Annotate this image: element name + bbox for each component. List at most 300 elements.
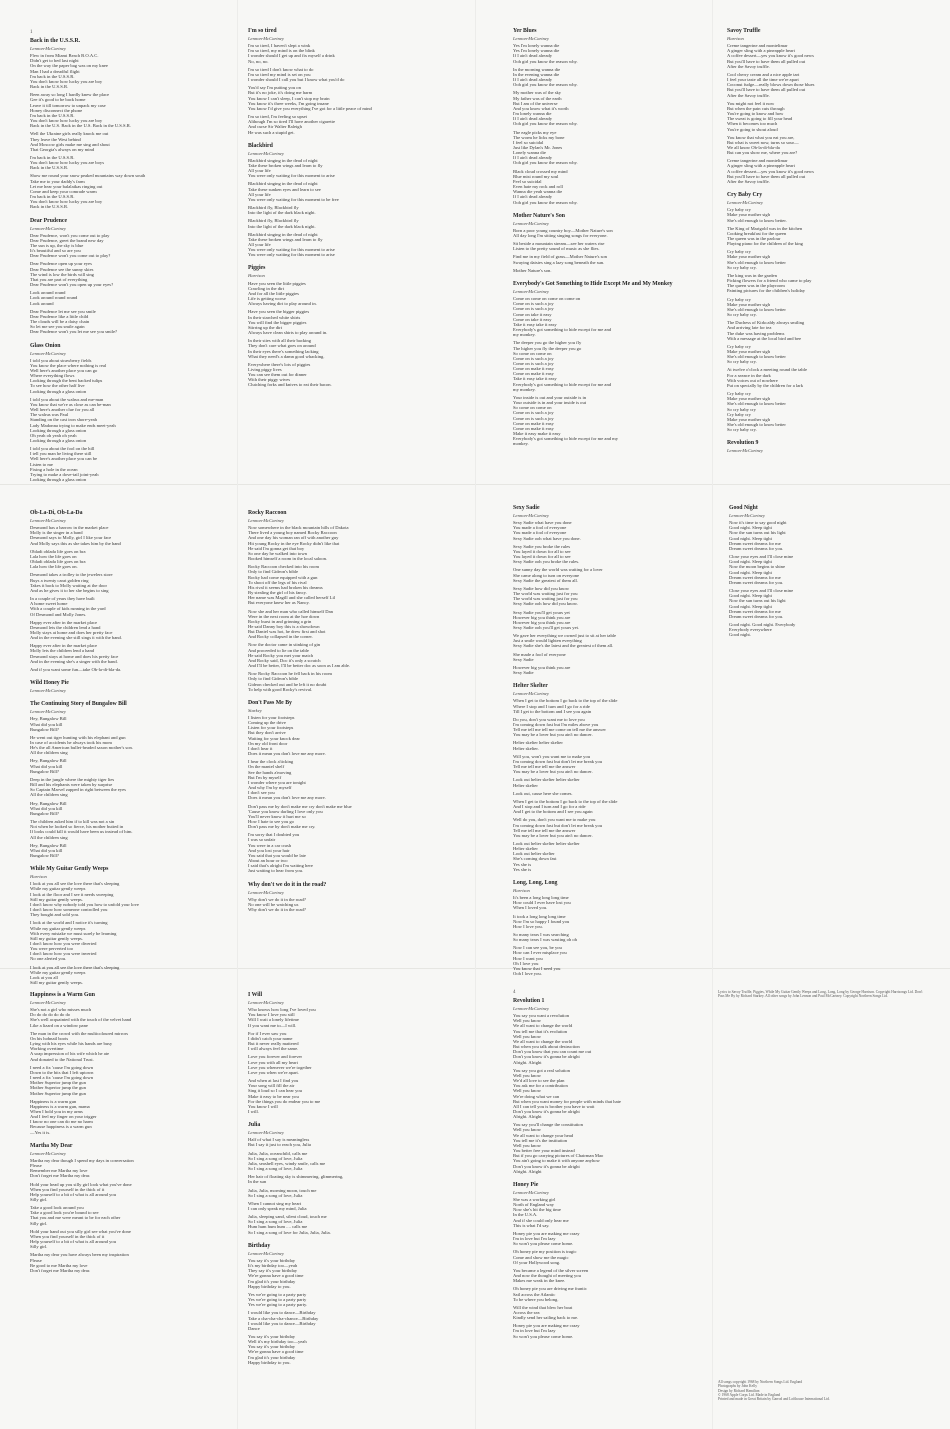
lyric-line: Yes she is	[513, 866, 532, 872]
lyric-line: Take a cha-cha-cha-chance—Birthday	[248, 1315, 319, 1321]
lyric-line: Honey disconnect the phone	[30, 107, 83, 113]
lyric-line: But it never really mattered	[248, 1041, 299, 1047]
lyric-line: Good night. Sleep tight	[729, 569, 772, 575]
lyric-line: The sweat is going to fill your head	[727, 116, 793, 122]
lyric-line: Sexy Sadie ooh you'll get yours yet.	[513, 624, 580, 630]
lyric-line: Dear Prudence won't you come out to play?	[30, 253, 111, 259]
lyric-line: I look at the floor and I see it needs sweeping	[30, 891, 114, 897]
lyric-line: Sexy Sadie	[513, 670, 534, 676]
lyric-line: And one day his woman ran off with another guy	[248, 535, 339, 541]
lyric-line: Take a good look around you	[30, 1205, 84, 1211]
lyric-line: Because happiness is a warm gun	[30, 1124, 92, 1130]
lyric-line: I'm back in the U.S.S.R.	[30, 194, 75, 200]
lyric-line: And I'll be better, I'll be better doc as soon as I am able.	[248, 663, 351, 669]
lyric-line: Well the Ukraine girls really knock me out	[30, 131, 109, 137]
song-lyrics	[513, 880, 713, 976]
lyric-line: Well you know	[513, 1072, 541, 1078]
songwriter-credit: Harrison	[248, 273, 265, 279]
lyric-line: Just waiting to hear from you.	[248, 868, 304, 874]
lyric-line: Bungalow Bill?	[30, 726, 59, 732]
lyric-line: I can only speak my mind, Julia	[248, 1206, 307, 1211]
lyric-line: Why don't we do it in the road?	[248, 896, 306, 902]
lyric-line: I'm back in the U.S.S.R.	[30, 154, 75, 160]
lyric-line: I'm back in the U.S.S.R.	[30, 73, 75, 79]
lyric-line: Blackbird fly, Blackbird fly	[248, 205, 299, 211]
lyric-line: But you'll have to have them all pulled out	[727, 87, 806, 93]
lyric-line: So won't you please come home.	[513, 1333, 574, 1339]
lyric-line: Just a smile would lighten everything	[513, 638, 582, 644]
songwriter-credit: Lennon-McCartney	[248, 150, 284, 156]
lyric-line: Half of what I say is meaningless	[248, 1137, 310, 1143]
lyric-line: If I ain't dead already	[513, 53, 553, 59]
lyric-line: A soap impression of his wife which he ate	[30, 1051, 110, 1057]
lyric-line: About an hour or two	[248, 858, 288, 864]
songwriter-credit: Lennon-McCartney	[30, 46, 66, 51]
lyric-line: Come on make it easy	[513, 420, 554, 426]
lyric-line: I hear the clock a'ticking	[248, 759, 294, 765]
song-lyrics	[248, 882, 448, 913]
lyric-line: Dear Prudence open up your eyes	[30, 261, 92, 267]
lyric-line: You say it's your birthday	[248, 1333, 296, 1339]
lyric-line: Buys a twenty carat golden ring	[30, 577, 89, 583]
lyric-line: So Captain Marvel zapped in right between the eyes	[30, 787, 126, 793]
lyric-line: Coconut fudge—really blows down those blues	[727, 82, 815, 88]
lyric-line: Living piggy lives	[248, 366, 282, 372]
lyric-line: Hold your head up you silly girl look what you've done	[30, 1181, 132, 1187]
lyric-line: Remember me Martha my love	[30, 1168, 88, 1174]
lyric-line: Close your eyes and I'll close mine	[729, 588, 794, 594]
lyric-line: He said Rocky you met your match	[248, 652, 314, 658]
lyric-line: We all want to change the world	[513, 1038, 573, 1044]
lyric-line: In the sun	[248, 1179, 267, 1185]
lyric-line: But what is sweet now, turns so sour—	[727, 139, 799, 145]
lyric-line: I will.	[248, 1108, 259, 1114]
songwriter-credit: Lennon-McCartney	[30, 688, 66, 694]
lyric-line: Don't pass me by don't make me cry don't make me blue	[248, 803, 352, 809]
song-lyrics	[30, 510, 230, 672]
lyric-line: When I hold you in my arms	[30, 1108, 83, 1114]
lyric-line: Now somewhere in the black mountain hills of Dakota	[248, 525, 349, 531]
lyric-line: So I sing a song of love, Julia	[248, 1192, 303, 1198]
lyric-line: I don't know how you were diverted	[30, 941, 97, 946]
lyric-line: I told you about the fool on the hill	[30, 446, 95, 452]
lyric-line: And curse Sir Walter Raleigh	[248, 124, 302, 130]
lyric-line: Looking through a glass onion	[30, 477, 87, 483]
lyric-line: You tell me that it's evolution	[513, 1028, 568, 1034]
lyric-line: Take a good look you're bound to see	[30, 1210, 99, 1216]
songwriter-credit: Lennon-McCartney	[30, 1150, 66, 1156]
lyric-line: Back in the U.S.S.R.	[30, 165, 69, 171]
lyric-line: I told you about the walrus and me-man	[30, 396, 104, 402]
lyric-line: The walrus was Paul	[30, 412, 69, 418]
lyric-line: In their starched white shirts	[248, 314, 301, 320]
lyric-line: Dear Prudence won't you let me see you smile?	[30, 329, 118, 335]
lyric-line: But I say it just to reach you, Julia	[248, 1142, 311, 1148]
lyric-line: In a couple of years they have built	[30, 596, 95, 602]
lyric-line: Now she and her man who called himself Dan	[248, 608, 333, 614]
lyric-line: Sexy Sadie what have you done	[513, 520, 572, 526]
lyric-line: Honey pie you are making me crazy	[513, 1230, 580, 1236]
lyric-line: Close your eyes and I'll close mine	[729, 554, 794, 560]
song-lyrics	[30, 218, 230, 335]
lyric-line: Dear Prudence let me see you smile	[30, 308, 96, 314]
lyric-line: So won't you please come home.	[513, 1241, 574, 1247]
lyric-line: All your life	[248, 191, 271, 197]
lyric-line: Come on make it easy	[513, 366, 554, 372]
lyric-line: Back in the U.S.S.R.	[30, 84, 69, 90]
song-title: Revolution 9	[727, 440, 759, 447]
lyric-line: Well you know	[513, 1088, 541, 1094]
lyric-line: She's old enough to know better	[727, 306, 786, 312]
lyric-line: Listen to me	[30, 461, 53, 467]
lyric-line: Make it easy make it easy	[513, 431, 561, 436]
page-number: 4	[513, 990, 516, 995]
lyric-line: He was such a stupid get.	[248, 129, 295, 135]
lyric-line: What did you kill	[30, 805, 63, 811]
lyric-line: With every mistake we must surely be learning	[30, 930, 117, 936]
lyric-line: Take it easy take it easy	[513, 321, 557, 327]
songwriter-credit: Lennon-McCartney	[513, 288, 549, 294]
lyric-line: All I can tell you is brother you have to wait	[513, 1103, 595, 1109]
lyric-line: Yes she is	[513, 861, 532, 867]
lyric-line: And you lost your hair	[248, 847, 290, 853]
lyric-line: Make your mother sigh	[727, 416, 770, 422]
lyric-line: I'm so tired my mind is set on you	[248, 71, 311, 77]
lyric-line: All the children sing	[30, 834, 68, 840]
lyric-line: How could I ever have lost you	[513, 900, 571, 906]
lyric-line: You'll never know it hurt me so	[248, 813, 306, 819]
lyrics-column	[513, 505, 713, 977]
lyric-line: Well it's my birthday too—yeah	[248, 1339, 307, 1345]
lyric-line: So many tears I was searching	[513, 932, 569, 937]
song-lyrics	[248, 992, 448, 1114]
lyric-line: So one day he walked into town	[248, 550, 307, 556]
lyric-line: To help with good Rocky's revival.	[248, 686, 313, 692]
lyric-line: I'm so tired, I haven't slept a wink	[248, 43, 311, 49]
lyric-line: Black cloud crossed my mind	[513, 168, 568, 174]
lyric-line: I don't see you	[248, 790, 275, 796]
lyric-line: I don't hear it	[248, 745, 273, 751]
lyric-line: I'm so tired, I'm feeling so upset	[248, 114, 307, 120]
lyric-line: my monkey.	[513, 332, 536, 338]
lyric-line: We gave her everything we owned just to sit at her table	[513, 633, 617, 639]
lyric-line: You know I will	[248, 1103, 278, 1109]
lyric-line: Hey, Bungalow Bill	[30, 842, 67, 848]
lyric-line: Make your mother sigh	[727, 212, 770, 218]
lyric-line: It's been a long long long time	[513, 895, 569, 901]
lyric-line: Not when he looked so fierce, his mother butted in	[30, 824, 124, 830]
songwriter-credit: Lennon-McCartney	[727, 200, 763, 206]
lyric-line: Across the sea	[513, 1309, 540, 1315]
songwriter-credit: Lennon-McCartney	[30, 225, 66, 231]
lyric-line: For a seance in the dark	[727, 372, 771, 378]
lyric-line: I would like you to dance—Birthday	[248, 1310, 316, 1316]
lyric-line: You were only waiting for this moment to arise	[248, 247, 335, 253]
lyric-line: Good night. Sleep tight	[729, 525, 772, 531]
lyric-line: He said I'm gonna get that boy	[248, 545, 305, 551]
lyric-line: The queen was in the playroom	[727, 283, 785, 289]
lyric-line: And for all the little piggies	[248, 290, 299, 296]
lyric-line: Molly lets the children lend a hand	[30, 648, 95, 654]
lyric-line: All your life	[248, 168, 271, 174]
lyric-line: I'm glad it's your birthday	[248, 1354, 296, 1360]
lyric-line: But everyone knew her as Nancy.	[248, 600, 310, 606]
lyric-line: Come on is such a joy	[513, 360, 554, 366]
lyric-line: So cry baby cry.	[727, 427, 757, 433]
lyric-line: However big you think you are	[513, 664, 571, 670]
lyric-line: Lala how the life goes on.	[30, 564, 78, 570]
song-lyrics	[30, 343, 230, 483]
lyric-line: Sexy Sadie ooh you broke the rules.	[513, 559, 580, 565]
lyric-line: A ginger sling with a pineapple heart	[727, 48, 795, 54]
lyric-line: After the Savoy truffle.	[727, 178, 770, 184]
lyric-line: Picking flowers for a friend who came to play	[727, 278, 812, 284]
lyric-line: Only to find Gideon's bible	[248, 569, 299, 575]
lyric-line: Come on take it easy	[513, 316, 552, 322]
lyric-line: Sexy Sadie you'll get yours yet	[513, 609, 570, 615]
songwriter-credit: Lennon-McCartney	[513, 1189, 549, 1195]
lyric-line: In the morning wanna die	[513, 66, 561, 72]
lyric-line: Fixing a hole in the ocean	[30, 466, 78, 472]
songwriter-credit: Lennon-McCartney	[248, 1130, 284, 1136]
lyric-line: Even hate my rock and roll	[513, 184, 563, 190]
lyric-line: You were only waiting for this moment to be free	[248, 196, 339, 202]
lyric-line: Desmond says to Molly, girl I like your face	[30, 535, 112, 541]
lyric-line: You know that what you eat you are,	[727, 134, 795, 140]
lyric-line: You know I can't sleep, I can't stop my brain	[248, 95, 330, 101]
lyrics-column	[248, 992, 448, 1422]
lyric-line: Helter skelter helter skelter	[513, 740, 563, 746]
lyric-line: I wonder where you are tonight	[248, 779, 306, 785]
lyric-line: Now the sun turns out his light	[729, 530, 786, 536]
lyric-line: Rocky had come equipped with a gun	[248, 574, 318, 580]
lyric-line: The higher you fly the deeper you go	[513, 345, 582, 351]
lyric-line: Cry baby cry	[727, 207, 751, 213]
lyric-line: She's old enough to know better	[727, 259, 786, 265]
lyric-line: Julia, Julia, oceanchild, calls me	[248, 1150, 308, 1156]
lyric-line: How I want you	[513, 955, 543, 961]
lyric-line: You don't know how lucky you are boy	[30, 118, 103, 124]
lyric-line: Flew in from Miami Beach B.O.A.C.	[30, 53, 99, 59]
song-title: Happiness is a Warm Gun	[30, 992, 95, 998]
credits-note: Lyrics to Savoy Truffle, Piggies, While My Guitar Gently Weeps and Long, Long, Long by George Harrison. Copyright Harrisongs Ltd. Don't Pass Me By by Richard Starkey. All other songs by John Lennon and Paul McCartney. Copyright Northern Songs Ltd.	[718, 990, 923, 999]
songwriter-credit: Lennon-McCartney	[513, 691, 549, 697]
lyric-line: She's old enough to know better	[727, 422, 786, 427]
lyric-line: But they don't arrive	[248, 730, 286, 736]
lyric-line: Mother Superior jump the gun	[30, 1090, 86, 1096]
lyric-line: And I get to the bottom and I see you again	[513, 809, 593, 815]
lyric-line: Silly girl.	[30, 1220, 48, 1226]
lyric-line: You don't know how lucky you are boys	[30, 160, 104, 166]
song-lyrics	[30, 992, 230, 1135]
lyric-line: I was so unfair	[248, 837, 276, 843]
lyric-line: Your song will fill the air	[248, 1083, 295, 1089]
lyric-line: And I stop and I turn and I go for a ride	[513, 804, 586, 810]
lyric-line: Always have clean shirts to play around in.	[248, 330, 328, 336]
lyric-line: Who knows how long I've loved you	[248, 1007, 316, 1013]
lyric-line: You'd say I'm putting you on	[248, 85, 301, 91]
lyric-line: Alright. Alright	[513, 1059, 542, 1065]
lyric-line: Happy birthday to you.	[248, 1283, 291, 1289]
lyric-line: Cry baby cry	[727, 391, 751, 397]
lyric-line: Good night. Sleep tight	[729, 535, 772, 541]
lyric-line: Blue mist round my soul	[513, 173, 559, 179]
lyric-line: In case of accidents he always took his mom	[30, 740, 112, 745]
lyric-line: You say you want a revolution	[513, 1013, 570, 1019]
lyric-line: Look around round round	[30, 295, 78, 301]
lyric-line: When I cannot sing my heart	[248, 1200, 302, 1206]
lyric-line: What did you kill	[30, 847, 63, 853]
lyric-line: Sexy Sadie she's the latest and the greatest of them all.	[513, 643, 614, 649]
lyric-line: Don't you know that you can count me out	[513, 1049, 592, 1055]
lyric-line: Everybody's got something to hide except for me and	[513, 327, 612, 333]
lyric-line: All your life	[248, 242, 271, 247]
lyric-line: We all want to change your head	[513, 1132, 574, 1138]
lyric-line: 'Cause you know darling I love only you	[248, 808, 323, 814]
lyric-line: Sit beside a mountain stream—see her waters rise	[513, 241, 605, 247]
lyric-line: Only to find Gideon's bible	[248, 676, 299, 682]
lyric-line: In the evening wanna die	[513, 71, 560, 77]
lyric-line: This is what I'd say.	[513, 1222, 550, 1228]
lyric-line: Come on is such a joy	[513, 306, 554, 312]
lyric-line: Come and keep your comrade warm	[30, 188, 97, 194]
lyric-line: She's not a girl who misses much	[30, 1007, 92, 1013]
lyric-line: Still my guitar gently weeps.	[30, 980, 83, 986]
lyric-line: Blackbird singing in the dead of night	[248, 181, 318, 187]
lyric-line: Do you, don't you want me to love you	[513, 716, 585, 722]
lyric-line: With their piggy wives	[248, 377, 291, 383]
song-lyrics	[30, 680, 230, 693]
lyric-line: When I get to the bottom I go back to the top of the slide	[513, 698, 618, 704]
lyric-line: You said that you would be late	[248, 852, 306, 858]
lyric-line: What did you kill	[30, 721, 63, 727]
lyric-line: Creme tangerine and montelimar	[727, 43, 788, 49]
lyric-line: Obladi oblada life goes on bra	[30, 548, 86, 554]
song-title: While My Guitar Gently Weeps	[30, 866, 109, 873]
lyric-line: Love you forever and forever	[248, 1054, 303, 1060]
copyright-note: All songs copyright 1968 by Northern Songs Ltd. England Photographs by John Kelly Design by Richard Hamilton © 1968 Apple Corps Ltd. Made in England Printed and made in Great Britain by Garrod and Lofthouse International Ltd.	[718, 1380, 830, 1402]
lyric-line: Look out helter skelter helter skelter	[513, 840, 580, 846]
song-title: Honey Pie	[513, 1181, 539, 1188]
lyric-line: Look at you all	[30, 974, 58, 980]
lyric-line: Sexy Sadie the greatest of them all.	[513, 577, 578, 583]
lyric-line: Come on is such a joy	[513, 410, 554, 416]
lyric-line: Well here's another clue for you all	[30, 407, 95, 413]
lyric-line: Please	[30, 1257, 42, 1263]
lyric-line: Yes we're going to a party party	[248, 1297, 307, 1303]
lyric-line: Ooh I love you.	[513, 971, 542, 977]
lyric-line: Where everything flows	[30, 373, 75, 379]
lyric-line: Rocky burst in and grinning a grin	[248, 618, 312, 624]
lyric-line: She's old enough to know better	[727, 401, 786, 407]
lyric-line: Ooh girl you know the reason why.	[513, 82, 578, 88]
song-title: Glass Onion	[30, 342, 61, 349]
lyric-line: You don't know how lucky you are boy	[30, 78, 103, 84]
lyric-line: So come on come on	[513, 350, 552, 356]
lyric-line: Put on specially by the children for a lark	[727, 382, 804, 388]
lyric-line: Like a lizard on a window pane	[30, 1022, 88, 1028]
lyric-line: Do do do do do do do	[30, 1012, 71, 1018]
lyric-line: When I loved you.	[513, 905, 548, 911]
lyric-line: Does it mean you don't love me any more.	[248, 795, 326, 801]
lyric-line: Love you when we're apart.	[248, 1069, 299, 1075]
lyric-line: Blackbird singing in the dead of night	[248, 231, 318, 237]
lyric-line: Good night. Sleep tight	[729, 593, 772, 599]
lyric-line: I'm back in the U.S.S.R.	[30, 112, 75, 118]
lyric-line: When I get to the bottom I go back to the top of the slide	[513, 798, 618, 804]
lyric-line: Now the sun turns out his light	[729, 598, 786, 604]
lyric-line: When you find yourself in the thick of it	[30, 1186, 105, 1192]
lyric-line: How I love you.	[513, 923, 543, 929]
lyric-line: With voices out of nowhere	[727, 377, 778, 383]
songwriter-credit: Lennon-McCartney	[30, 518, 66, 523]
lyric-line: A ginger sling with a pineapple heart	[727, 163, 795, 169]
song-lyrics	[248, 28, 448, 135]
lyric-line: I listen for your footsteps	[248, 715, 295, 720]
songwriter-credit: Lennon-McCartney	[248, 1250, 284, 1256]
lyric-line: Yes I'm lonely wanna die	[513, 48, 560, 54]
lyric-line: And Rocky collapsed in the corner.	[248, 634, 313, 640]
lyric-line: Booked himself a room in the local saloon.	[248, 556, 328, 562]
song-title: Piggies	[248, 265, 266, 272]
lyric-line: Sexy Sadie ooh how did you know.	[513, 601, 578, 607]
lyric-line: However big you think you are	[513, 619, 571, 625]
lyric-line: Dream sweet dreams for you.	[729, 613, 784, 619]
lyric-line: But when the pain cuts through	[727, 105, 785, 111]
lyric-line: I wonder should I call you but I know what you'd do	[248, 77, 345, 83]
lyric-line: You may be a lover but you ain't no dancer.	[513, 832, 593, 838]
lyric-line: By stealing the girl of his fancy.	[248, 590, 307, 596]
lyric-line: Man I had a dreadful flight	[30, 68, 80, 74]
lyric-line: Be good to me Martha my love	[30, 1262, 88, 1268]
lyric-line: Come on come on come on come on	[513, 296, 581, 302]
lyric-line: His rival it seems had broken his dreams	[248, 584, 323, 590]
lyric-line: Of your Hollywood song.	[513, 1259, 561, 1265]
lyric-line: You ain't going to make it with anyone anyhow	[513, 1158, 600, 1164]
songwriter-credit: Lennon-McCartney	[30, 709, 66, 715]
lyric-line: Happy ever after in the market place	[30, 643, 98, 649]
lyric-line: You layed it down for all to see	[513, 554, 571, 560]
lyric-line: Back in the U.S.S.R.	[30, 204, 69, 210]
lyrics-column	[30, 30, 230, 483]
lyric-line: And if she could only hear me	[513, 1217, 569, 1223]
lyrics-column	[513, 990, 713, 1422]
lyric-line: Ooh girl you know the reason why.	[513, 160, 578, 166]
lyric-line: Till I get to the bottom and I see you again	[513, 708, 592, 714]
lyric-line: But if you go carrying pictures of Chairman Mao	[513, 1153, 604, 1159]
lyric-line: Listen to the pretty sound of music as she flies.	[513, 246, 600, 252]
lyric-line: You may be a lover but you ain't no dancer.	[513, 732, 593, 738]
lyric-line: While my guitar gently weeps	[30, 925, 86, 931]
songwriter-credit: Lennon-McCartney	[248, 889, 284, 895]
lyric-line: So cry baby cry.	[727, 312, 757, 318]
lyric-line: Dream sweet dreams for you.	[729, 579, 784, 585]
lyric-line: Julia, Julia, morning moon, touch me	[248, 1187, 317, 1193]
song-title: Ob-La-Di, Ob-La-Da	[30, 510, 83, 516]
lyric-line: If I ain't dead already	[513, 155, 553, 161]
lyric-line: You know that we're as close as can be-man	[30, 401, 111, 407]
lyric-line: You're going to know and how	[727, 111, 784, 117]
song-title: Martha My Dear	[30, 1142, 73, 1149]
song-lyrics	[30, 1143, 230, 1273]
song-lyrics	[30, 38, 230, 210]
songwriter-credit: Lennon-McCartney	[513, 220, 549, 226]
lyric-line: Well you know	[513, 1033, 541, 1039]
lyric-line: Now the doctor came in stinking of gin	[248, 642, 321, 648]
lyric-line: Hey, Bungalow Bill	[30, 716, 67, 722]
lyric-line: The children asked him if to kill was not a sin	[30, 819, 115, 825]
lyric-line: Coming up the drive	[248, 720, 286, 726]
